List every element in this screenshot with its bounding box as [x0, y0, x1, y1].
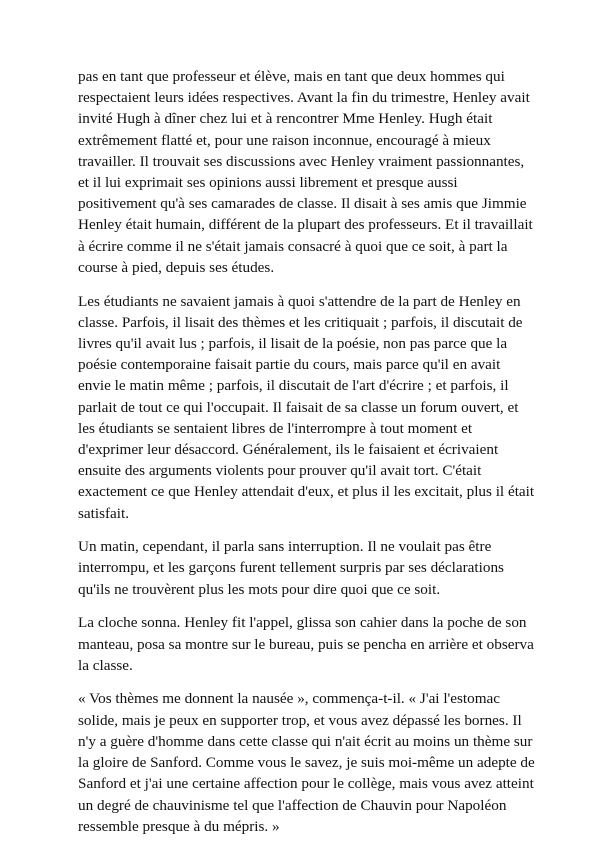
paragraph-1: pas en tant que professeur et élève, mais en tant que deux hommes qui respectaient leurs idées respectives. Avant la fin du trimestre, Henley avait invité Hugh à dîner chez lui et à rencontrer Mme Henley. Hugh était extrêmement flatté et, pour une raison inconnue, encouragé à mieux travailler. Il trouvait ses discussions avec Henley vraiment passionnantes, et il lui exprimait ses opinions aussi librement et presque aussi positivement qu'à ses camarades de classe. Il disait à ses amis que Jimmie Henley était humain, différent de la plupart des professeurs. Et il travaillait à écrire comme il ne s'était jamais consacré à quoi que ce soit, à part la course à pied, depuis ses études.	[78, 68, 533, 276]
paragraph-3: Un matin, cependant, il parla sans interruption. Il ne voulait pas être interrompu, et les garçons furent tellement surpris par ses déclarations qu'ils ne trouvèrent plus les mots pour dire quoi que ce soit.	[78, 538, 504, 598]
paragraph-4: La cloche sonna. Henley fit l'appel, glissa son cahier dans la poche de son manteau, posa sa montre sur le bureau, puis se pencha en arrière et observa la classe.	[78, 614, 534, 674]
paragraph-2: Les étudiants ne savaient jamais à quoi s'attendre de la part de Henley en classe. Parfois, il lisait des thèmes et les critiquait ; parfois, il discutait de livres qu'il avait lus ; parfois, il lisait de la poésie, non pas parce que la poésie contemporaine faisait partie du cours, mais parce qu'il en avait envie le matin même ; parfois, il discutait de l'art d'écrire ; et parfois, il parlait de tout ce qui l'occupait. Il faisait de sa classe un forum ouvert, et les étudiants se sentaient libres de l'interrompre à tout moment et d'exprimer leur désaccord. Généralement, ils le faisaient et écrivaient ensuite des arguments violents pour prouver qu'il avait tort. C'était exactement ce que Henley attendait d'eux, et plus il les excitait, plus il était satisfait.	[78, 292, 535, 522]
body-text	[78, 66, 536, 849]
paragraph-5: « Vos thèmes me donnent la nausée », commença-t-il. « J'ai l'estomac solide, mais je peux en supporter trop, et vous avez dépassé les bornes. Il n'y a guère d'homme dans cette classe qui n'ait écrit au moins un thème sur la gloire de Sanford. Comme vous le savez, je suis moi-même un adepte de Sanford et j'ai une certaine affection pour le collège, mais vous avez atteint un degré de chauvinisme tel que l'affection de Chauvin pour Napoléon ressemble presque à du mépris. »	[78, 690, 535, 835]
